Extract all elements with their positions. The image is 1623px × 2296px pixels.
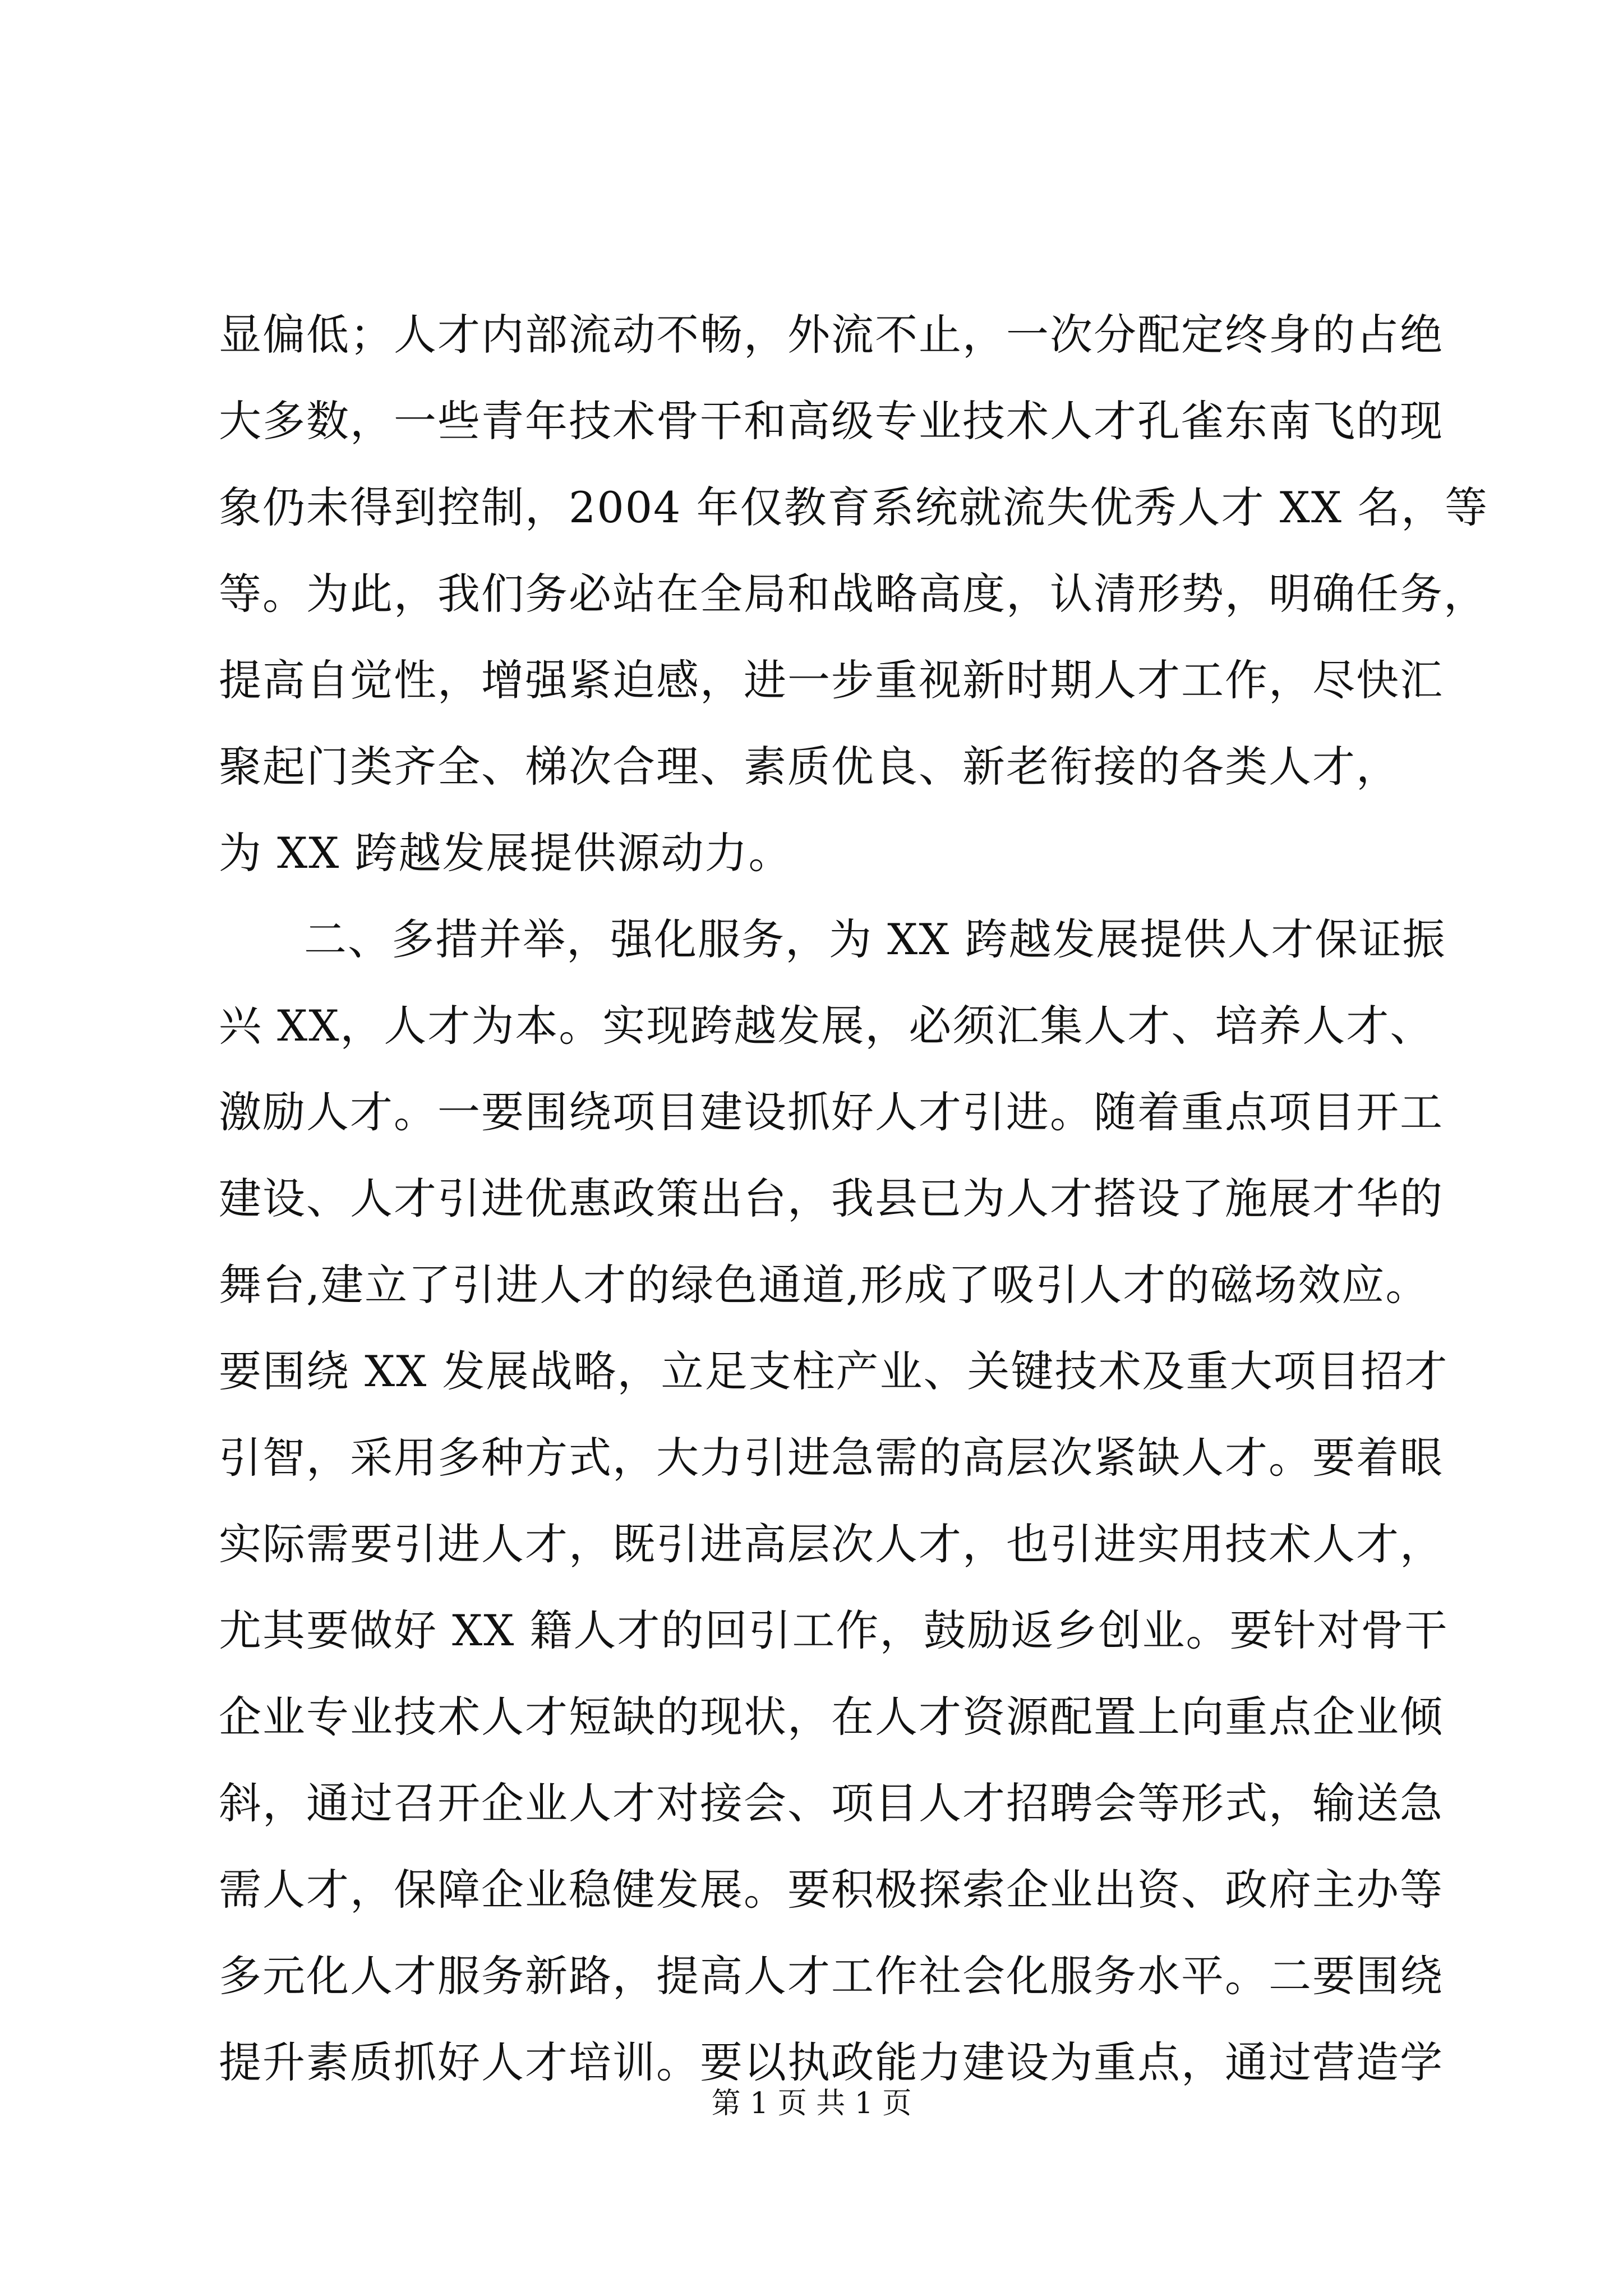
text-line: 提高自觉性，增强紧迫感，进一步重视新时期人才工作，尽快汇 <box>219 655 1444 705</box>
paragraph-start-line: 二、多措并举，强化服务，为 XX 跨越发展提供人才保证振 <box>304 914 1446 964</box>
text-line: 尤其要做好 XX 籍人才的回引工作，鼓励返乡创业。要针对骨干 <box>219 1605 1449 1655</box>
text-line: 等。为此，我们务必站在全局和战略高度，认清形势，明确任务， <box>219 569 1487 619</box>
text-line: 引智，采用多种方式，大力引进急需的高层次紧缺人才。要着眼 <box>219 1433 1444 1483</box>
text-line: 舞台,建立了引进人才的绿色通道,形成了吸引人才的磁场效应。 <box>219 1260 1430 1310</box>
text-line: 斜，通过召开企业人才对接会、项目人才招聘会等形式，输送急 <box>219 1778 1444 1828</box>
text-line: 象仍未得到控制，2004 年仅教育系统就流失优秀人才 XX 名，等 <box>219 482 1489 532</box>
page-footer: 第 1 页 共 1 页 <box>711 2087 912 2120</box>
text-line: 需人才，保障企业稳健发展。要积极探索企业出资、政府主办等 <box>219 1865 1444 1915</box>
text-line: 激励人才。一要围绕项目建设抓好人才引进。随着重点项目开工 <box>219 1087 1444 1137</box>
text-line: 要围绕 XX 发展战略，立足支柱产业、关键技术及重大项目招才 <box>219 1346 1449 1396</box>
text-line: 为 XX 跨越发展提供源动力。 <box>219 828 792 878</box>
text-line: 大多数，一些青年技术骨干和高级专业技术人才孔雀东南飞的现 <box>219 396 1444 446</box>
text-line: 显偏低；人才内部流动不畅，外流不止，一次分配定终身的占绝 <box>219 310 1444 360</box>
text-line: 企业专业技术人才短缺的现状，在人才资源配置上向重点企业倾 <box>219 1692 1444 1742</box>
text-line: 实际需要引进人才，既引进高层次人才，也引进实用技术人才， <box>219 1519 1444 1569</box>
body-text <box>219 292 1489 2106</box>
text-line: 提升素质抓好人才培训。要以执政能力建设为重点，通过营造学 <box>219 2037 1444 2087</box>
text-line: 兴 XX，人才为本。实现跨越发展，必须汇集人才、培养人才、 <box>219 1001 1434 1051</box>
text-line: 多元化人才服务新路，提高人才工作社会化服务水平。二要围绕 <box>219 1951 1444 2001</box>
text-line: 建设、人才引进优惠政策出台，我县已为人才搭设了施展才华的 <box>219 1174 1444 1223</box>
text-line: 聚起门类齐全、梯次合理、素质优良、新老衔接的各类人才， <box>219 742 1400 792</box>
